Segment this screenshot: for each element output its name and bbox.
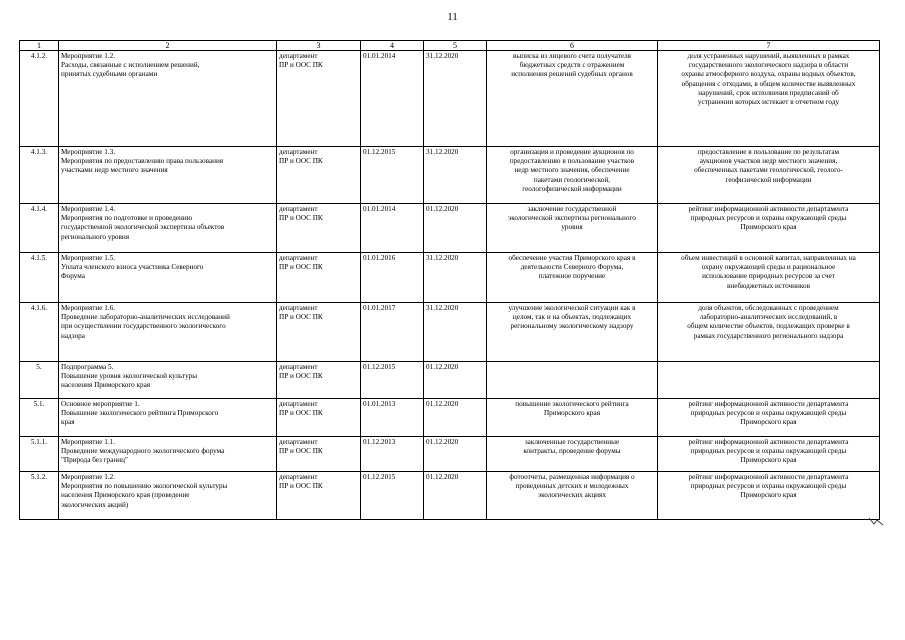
target-indicator-line: нарушений, срок исполнения предписаний об (698, 88, 839, 97)
target-indicator-line: государственного экологического надзора в области (688, 61, 849, 70)
table-row (20, 147, 880, 204)
expected-result-line: заключение государственной (527, 205, 617, 213)
target-indicator-line: рейтинг информационной активности департамента (688, 438, 849, 446)
target-indicator-line: природных ресурсов и охраны окружающей среды (690, 447, 847, 456)
expected-result-line: фотоотчеты, размещенная информация о (509, 473, 635, 481)
activity-title (59, 437, 277, 472)
column-header: 4 (361, 41, 424, 51)
responsible-department-line: ПР и ООС ПК (279, 214, 323, 223)
expected-result-line: региональному экологическому надзору (510, 322, 634, 331)
expected-result (487, 399, 658, 437)
target-indicator-line: аукционов участков недр местного значения, (699, 157, 838, 166)
responsible-department (277, 472, 361, 520)
start-date: 01.12.2015 (361, 472, 424, 520)
expected-result-line: недр местного значения, обеспечение (514, 166, 630, 175)
start-date: 01.01.2016 (361, 253, 424, 303)
responsible-department-line: ПР и ООС ПК (279, 61, 323, 70)
expected-result-line: контракты, проведение форумы (523, 447, 621, 456)
program-table (19, 40, 880, 520)
target-indicator-line: доля объектов, обследованных с проведением (698, 304, 839, 312)
target-indicator-line: Приморского края (740, 456, 797, 465)
start-date: 01.12.2013 (361, 437, 424, 472)
table-row (20, 303, 880, 362)
responsible-department (277, 253, 361, 303)
start-date: 01.12.2015 (361, 362, 424, 399)
responsible-department-line: ПР и ООС ПК (279, 447, 323, 456)
activity-title (59, 51, 277, 147)
target-indicator-line: использование природных ресурсов за счет (702, 272, 835, 281)
activity-title-line: населения Приморского края (проведение (61, 491, 190, 500)
target-indicator-line: природных ресурсов и охраны окружающей среды (690, 482, 847, 491)
target-indicator-line: охрану окружающей среды и рациональное (701, 263, 836, 272)
start-date: 01.01.2014 (361, 204, 424, 253)
activity-title-line: Основное мероприятие 1. (61, 400, 140, 408)
activity-title (59, 204, 277, 253)
activity-title-line: государственной экологической экспертизы объектов (61, 223, 225, 232)
activity-title-line: Мероприятия по предоставлению права пользования (61, 157, 224, 166)
target-indicator (658, 204, 880, 253)
target-indicator (658, 147, 880, 204)
start-date: 01.01.2013 (361, 399, 424, 437)
activity-title-line: Повышение уровня экологической культуры (61, 372, 198, 381)
target-indicator-line: рамках государственного регионального надзора (693, 331, 844, 340)
activity-title (59, 472, 277, 520)
column-header: 6 (487, 41, 658, 51)
activity-title (59, 253, 277, 303)
end-date: 31.12.2020 (424, 253, 487, 303)
expected-result (487, 303, 658, 362)
activity-title-line: населения Приморского края (61, 381, 151, 390)
responsible-department-line: департамент (279, 400, 318, 408)
activity-title-line: Расходы, связанные с исполнением решений, (61, 61, 200, 70)
start-date: 01.01.2017 (361, 303, 424, 362)
table-row (20, 362, 880, 399)
activity-title-line: участками недр местного значения (61, 166, 168, 175)
target-indicator-line: рейтинг информационной активности департамента (688, 400, 849, 408)
end-date: 01.12.2020 (424, 472, 487, 520)
expected-result-line: организация и проведение аукционов по (510, 148, 634, 156)
target-indicator-line: обеспеченных пакетами геологической, геолого- (694, 166, 843, 175)
responsible-department-line: ПР и ООС ПК (279, 482, 323, 491)
target-indicator-line: охраны атмосферного воздуха, охраны водных объектов, (681, 70, 856, 79)
activity-title-line: при осуществлении государственного экологического (61, 322, 226, 331)
target-indicator-line: устранении которых истекает в отчетном году (697, 98, 840, 107)
target-indicator-line: Приморского края (740, 418, 797, 427)
target-indicator-line: рейтинг информационной активности департамента (688, 473, 849, 481)
expected-result-line: проведенных детских и молодежных (515, 482, 629, 491)
target-indicator (658, 51, 880, 147)
activity-title-line: Мероприятия по подготовке и проведению (61, 214, 193, 223)
target-indicator-line: обращения с отходами, в общем количестве выявленных (681, 79, 856, 88)
expected-result-line: экологической экспертизы регионального (508, 214, 636, 223)
activity-title-line: края (61, 418, 75, 427)
target-indicator-line: рейтинг информационной активности департамента (688, 205, 849, 213)
start-date: 01.12.2015 (361, 147, 424, 204)
expected-result-line: экологических акциях (538, 491, 606, 500)
activity-title (59, 362, 277, 399)
target-indicator-line: предоставление в пользование по результатам (697, 148, 840, 156)
activity-title-line: Мероприятие 1.5. (61, 254, 116, 262)
row-number: 4.1.6. (20, 303, 59, 362)
responsible-department (277, 147, 361, 204)
responsible-department-line: департамент (279, 363, 318, 371)
target-indicator-line: Приморского края (740, 223, 797, 232)
table-row (20, 472, 880, 520)
expected-result-line: пакетами геологической, (533, 175, 611, 184)
responsible-department (277, 204, 361, 253)
responsible-department (277, 362, 361, 399)
expected-result-line: деятельности Северного Форума, (520, 263, 624, 272)
activity-title-line: Уплата членского взноса участника Северного (61, 263, 204, 272)
end-date: 31.12.2020 (424, 51, 487, 147)
row-number: 4.1.5. (20, 253, 59, 303)
activity-title-line: экологических акций) (61, 500, 129, 509)
target-indicator (658, 362, 880, 399)
column-header: 5 (424, 41, 487, 51)
responsible-department-line: ПР и ООС ПК (279, 157, 323, 166)
row-number: 4.1.4. (20, 204, 59, 253)
expected-result (487, 362, 658, 399)
target-indicator-line: природных ресурсов и охраны окружающей среды (690, 409, 847, 418)
page-number: 11 (447, 11, 458, 23)
responsible-department-line: ПР и ООС ПК (279, 313, 323, 322)
end-date: 01.12.2020 (424, 399, 487, 437)
activity-title-line: принятых судебными органами (61, 70, 158, 79)
end-date: 01.12.2020 (424, 362, 487, 399)
target-indicator-line: геофизической информации (725, 175, 812, 184)
responsible-department (277, 399, 361, 437)
activity-title-line: Мероприятие 1.2. (61, 52, 116, 60)
responsible-department-line: ПР и ООС ПК (279, 263, 323, 272)
target-indicator (658, 253, 880, 303)
row-number: 5.1.2. (20, 472, 59, 520)
expected-result (487, 147, 658, 204)
expected-result-line: обеспечение участия Приморского края в (508, 254, 636, 262)
table-row (20, 204, 880, 253)
row-number: 5.1.1. (20, 437, 59, 472)
activity-title-line: "Природа без границ" (61, 456, 128, 465)
target-indicator (658, 472, 880, 520)
expected-result-line: выписка из лицевого счета получателя (513, 52, 631, 60)
expected-result-line: целом, так и на объектах, подлежащих (512, 313, 632, 322)
responsible-department-line: департамент (279, 254, 318, 262)
responsible-department-line: департамент (279, 473, 318, 481)
expected-result (487, 253, 658, 303)
activity-title-line: Мероприятие 1.1. (61, 438, 116, 446)
expected-result-line: повышение экологического рейтинга (515, 400, 629, 408)
target-indicator-line: объем инвестиций в основной капитал, направленных на (681, 254, 856, 262)
expected-result-line: улучшение экологической ситуации как в (508, 304, 636, 312)
expected-result-line: исполнения решений судебных органов (511, 70, 633, 79)
row-number: 5. (20, 362, 59, 399)
target-indicator-line: внебюджетных источников (727, 281, 810, 290)
responsible-department-line: департамент (279, 148, 318, 156)
header-row (20, 41, 880, 51)
end-date: 01.12.2020 (424, 437, 487, 472)
target-indicator (658, 437, 880, 472)
responsible-department-line: департамент (279, 205, 318, 213)
responsible-department-line: департамент (279, 438, 318, 446)
responsible-department (277, 51, 361, 147)
activity-title-line: Форума (61, 272, 85, 281)
column-header: 1 (20, 41, 59, 51)
expected-result (487, 472, 658, 520)
target-indicator-line: Приморского края (740, 491, 797, 500)
activity-title (59, 399, 277, 437)
responsible-department-line: департамент (279, 52, 318, 60)
activity-title-line: регионального уровня (61, 232, 130, 241)
target-indicator (658, 399, 880, 437)
responsible-department-line: департамент (279, 304, 318, 312)
responsible-department (277, 303, 361, 362)
column-header: 3 (277, 41, 361, 51)
target-indicator-line: природных ресурсов и охраны окружающей среды (690, 214, 847, 223)
row-number: 4.1.2. (20, 51, 59, 147)
table-row (20, 437, 880, 472)
expected-result-line: геологофизической информации (522, 184, 622, 193)
end-date: 31.12.2020 (424, 303, 487, 362)
column-header: 7 (658, 41, 880, 51)
column-header: 2 (59, 41, 277, 51)
responsible-department-line: ПР и ООС ПК (279, 409, 323, 418)
expected-result-line: уровня (561, 223, 583, 232)
activity-title-line: Мероприятие 1.2. (61, 473, 116, 481)
expected-result-line: бюджетных средств с отражением (519, 61, 625, 70)
responsible-department (277, 437, 361, 472)
table-row (20, 51, 880, 147)
responsible-department-line: ПР и ООС ПК (279, 372, 323, 381)
activity-title-line: Повышение экологического рейтинга Приморского (61, 409, 219, 418)
activity-title-line: Проведение международного экологического форума (61, 447, 225, 456)
expected-result-line: платежное поручение (538, 272, 606, 281)
activity-title-line: Мероприятие 1.3. (61, 148, 116, 156)
start-date: 01.01.2014 (361, 51, 424, 147)
expected-result (487, 51, 658, 147)
row-number: 5.1. (20, 399, 59, 437)
expected-result-line: Приморского края (543, 409, 601, 418)
table-row (20, 253, 880, 303)
activity-title-line: Подпрограмма 5. (61, 363, 114, 371)
end-date: 01.12.2020 (424, 204, 487, 253)
target-indicator-line: доля устраненных нарушений, выявленных в рамках (687, 52, 850, 60)
target-indicator-line: лабораторно-аналитических исследований, в (699, 313, 838, 322)
handwritten-mark (868, 515, 884, 527)
target-indicator-line: общем количестве объектов, подлежащих проверке в (687, 322, 850, 331)
activity-title-line: надзора (61, 331, 85, 340)
activity-title-line: Мероприятия по повышению экологической культуры (61, 482, 228, 491)
activity-title (59, 147, 277, 204)
expected-result (487, 204, 658, 253)
activity-title (59, 303, 277, 362)
expected-result-line: предоставлению в пользование участков (509, 157, 635, 166)
row-number: 4.1.3. (20, 147, 59, 204)
target-indicator (658, 303, 880, 362)
activity-title-line: Мероприятие 1.6. (61, 304, 116, 312)
expected-result-line: заключенные государственные (524, 438, 620, 446)
table-row (20, 399, 880, 437)
activity-title-line: Проведение лабораторно-аналитических исследований (61, 313, 230, 322)
expected-result (487, 437, 658, 472)
end-date: 31.12.2020 (424, 147, 487, 204)
activity-title-line: Мероприятие 1.4. (61, 205, 116, 213)
